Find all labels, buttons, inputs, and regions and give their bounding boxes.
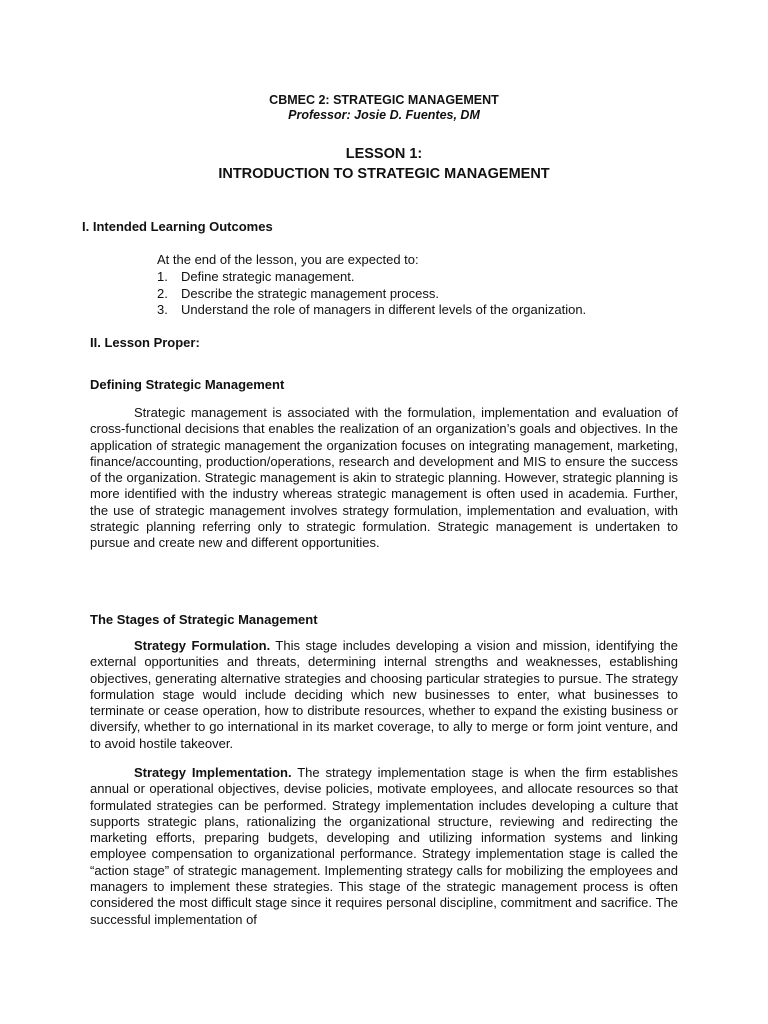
formulation-paragraph — [90, 638, 678, 752]
outcomes-intro: At the end of the lesson, you are expected to: — [157, 252, 419, 267]
list-item-number: 2. — [157, 285, 168, 301]
list-item-number: 1. — [157, 269, 168, 284]
list-item-text: Understand the role of managers in different levels of the organization. — [181, 302, 587, 317]
list-item-text: Define strategic management. — [181, 269, 355, 284]
formulation-text: This stage includes developing a vision and mission, identifying the external opportunities and threats, determining internal strengths and weaknesses, establishing objectives, generating alternative strategies and choosing particular strategies to pursue. The strategy formulation stage would include deciding which new businesses to enter, what businesses to terminate or cease operation, how to distribute resources, whether to expand the existing business or diversify, whether to go international in its market coverage, to ally to merge or form joint venture, and to avoid hostile takeover. — [90, 638, 678, 751]
course-title: CBMEC 2: STRATEGIC MANAGEMENT — [269, 93, 499, 107]
section-lesson-proper-heading: II. Lesson Proper: — [90, 335, 200, 350]
lesson-number: LESSON 1: — [345, 146, 423, 162]
list-item — [157, 269, 586, 286]
outcomes-list — [157, 269, 586, 319]
list-item-text: Describe the strategic management process. — [181, 285, 439, 301]
lesson-title: INTRODUCTION TO STRATEGIC MANAGEMENT — [218, 166, 550, 182]
list-item — [157, 302, 586, 319]
defining-heading: Defining Strategic Management — [90, 377, 285, 392]
professor-name: Professor: Josie D. Fuentes, DM — [288, 108, 480, 122]
implementation-text: The strategy implementation stage is when the firm establishes annual or operational objectives, devise policies, motivate employees, and allocate resources so that formulated strategies can be performed. Strategy implementation includes developing a culture that supports strategic plans, rationalizing the organizational structure, reviewing and redirecting the marketing efforts, preparing budgets, developing and utilizing information systems and linking employee compensation to organizational performance. Strategy implementation stage is called the “action stage” of strategic management. Implementing strategy calls for mobilizing the employees and managers to implement these strategies. This stage of the strategic management process is often considered the most difficult stage since it requires personal discipline, commitment and sacrifice. The successful implementation of — [90, 765, 679, 927]
formulation-lead: Strategy Formulation. — [134, 638, 271, 653]
section-learning-outcomes-heading: I. Intended Learning Outcomes — [82, 219, 273, 234]
list-item — [157, 286, 586, 303]
defining-paragraph: Strategic management is associated with the formulation, implementation and evaluation of cross-functional decisions that enables the realization of an organization’s goals and objectives. In the application of strategic management the organization focuses on integrating management, marketing, finance/accounting, production/operations, research and development and MIS to ensure the success of the organization. Strategic management is akin to strategic planning. However, strategic planning is more identified with the industry whereas strategic management is often used in academia. Further, the use of strategic management involves strategy formulation, implementation and evaluation, with strategic planning referring only to strategic formulation. Strategic management is undertaken to pursue and create new and different opportunities. — [90, 405, 678, 551]
implementation-paragraph — [90, 765, 678, 928]
implementation-lead: Strategy Implementation. — [134, 765, 292, 780]
stages-heading: The Stages of Strategic Management — [90, 612, 318, 627]
list-item-number: 3. — [157, 302, 168, 317]
